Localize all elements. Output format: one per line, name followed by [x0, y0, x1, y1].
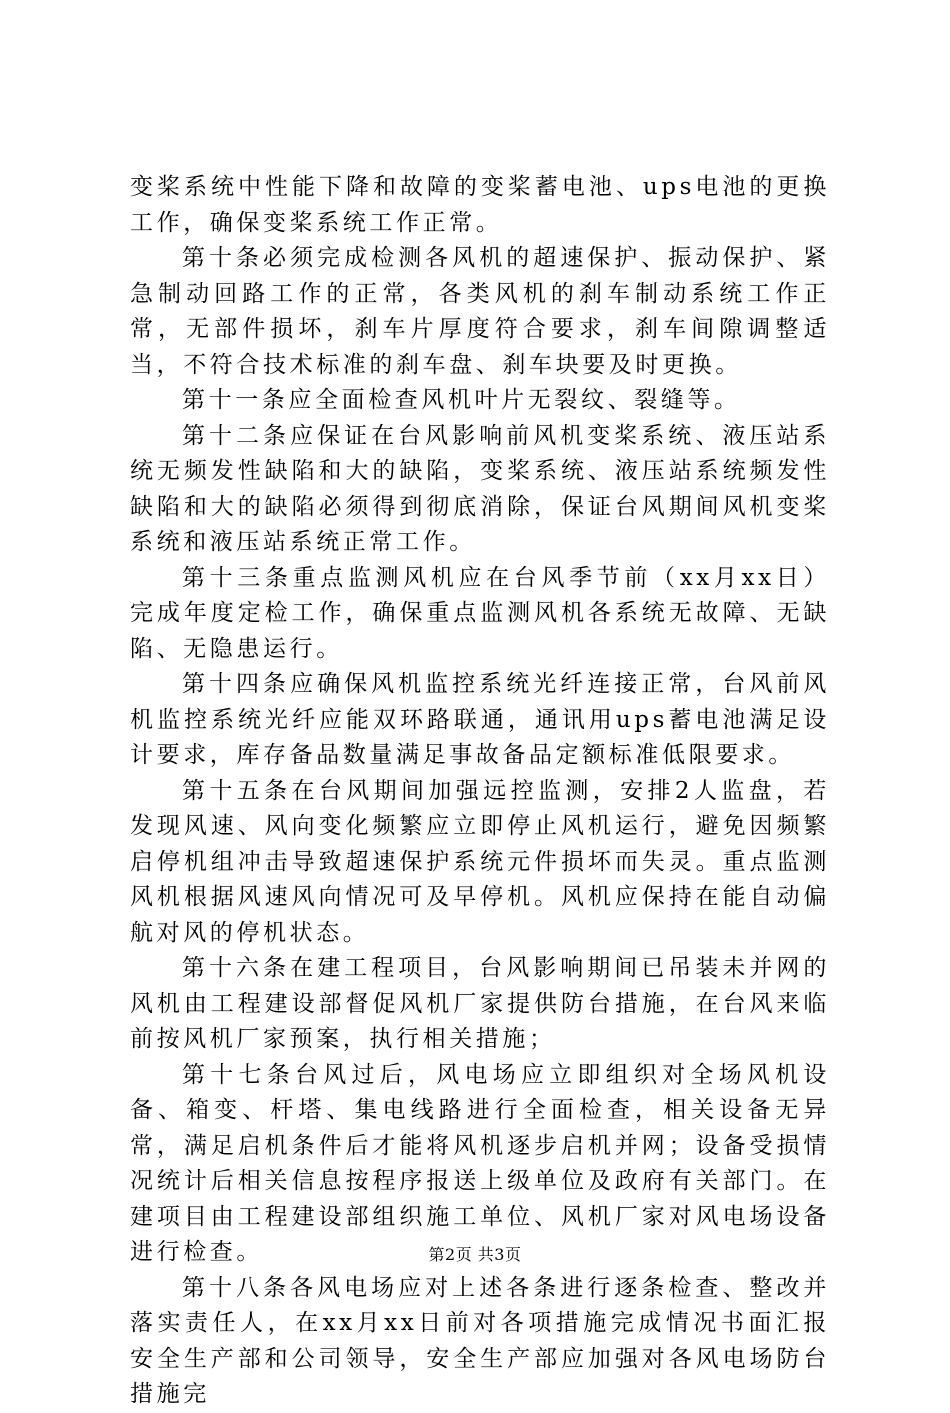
paragraph-1: 变桨系统中性能下降和故障的变桨蓄电池、ups电池的更换工作，确保变桨系统工作正常。 [130, 174, 830, 236]
paragraph-6: 第十四条应确保风机监控系统光纤连接正常，台风前风机监控系统光纤应能双环路联通，通讯用ups蓄电池满足设计要求，库存备品数量满足事故备品定额标准低限要求。 [130, 671, 830, 768]
paragraph-3: 第十一条应全面检查风机叶片无裂纹、裂缝等。 [182, 387, 741, 413]
paragraph-5: 第十三条重点监测风机应在台风季节前（xx月xx日）完成年度定检工作，确保重点监测风机各系统无故障、无缺陷、无隐患运行。 [130, 564, 830, 662]
paragraph-4: 第十二条应保证在台风影响前风机变桨系统、液压站系统无频发性缺陷和大的缺陷，变桨系统、液压站系统频发性缺陷和大的缺陷必须得到彻底消除，保证台风期间风机变桨系统和液压站系统正常工作。 [130, 422, 830, 555]
paragraph-10: 第十八条各风电场应对上述各条进行逐条检查、整改并落实责任人，在xx月xx日前对各项措施完成情况书面汇报安全生产部和公司领导，安全生产部应加强对各风电场防台措施完 [130, 1274, 830, 1407]
document-body [130, 170, 830, 1413]
paragraph-2: 第十条必须完成检测各风机的超速保护、振动保护、紧急制动回路工作的正常，各类风机的刹车制动系统工作正常，无部件损坏，刹车片厚度符合要求，刹车间隙调整适当，不符合技术标准的刹车盘、刹车块要及时更换。 [130, 245, 830, 378]
paragraph-8: 第十六条在建工程项目，台风影响期间已吊装未并网的风机由工程建设部督促风机厂家提供防台措施，在台风来临前按风机厂家预案，执行相关措施； [130, 955, 830, 1052]
paragraph-7: 第十五条在台风期间加强远控监测，安排2人监盘，若发现风速、风向变化频繁应立即停止风机运行，避免因频繁启停机组冲击导致超速保护系统元件损坏而失灵。重点监测风机根据风速风向情况可及早停机。风机应保持在能自动偏航对风的停机状态。 [130, 777, 830, 946]
paragraph-9: 第十七条台风过后，风电场应立即组织对全场风机设备、箱变、杆塔、集电线路进行全面检查，相关设备无异常，满足启机条件后才能将风机逐步启机并网；设备受损情况统计后相关信息按程序报送上级单位及政府有关部门。在建项目由工程建设部组织施工单位、风机厂家对风电场设备进行检查。 [130, 1061, 830, 1265]
page-number-footer: 第2页 共3页 [428, 1245, 522, 1264]
